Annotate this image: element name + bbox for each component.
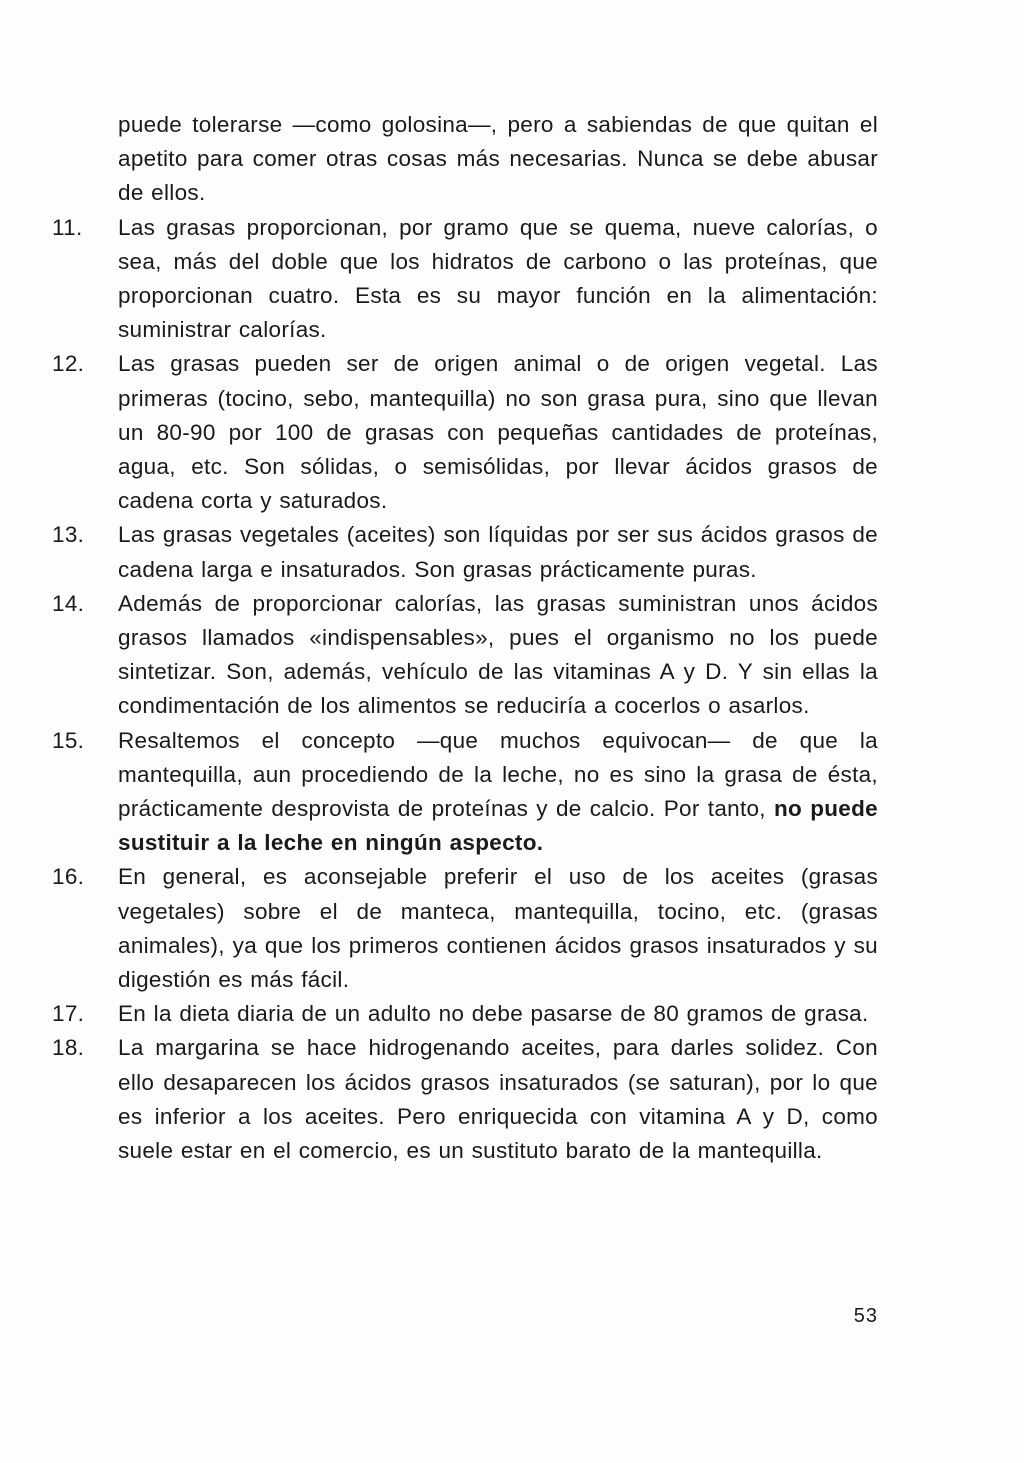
paragraph-14 (52, 587, 878, 724)
paragraph-11 (52, 211, 878, 348)
paragraph-number: 15. (52, 727, 85, 753)
page-number: 53 (853, 1305, 878, 1327)
paragraph-15 (52, 724, 878, 861)
paragraph-13 (52, 518, 878, 586)
paragraph-text: Las grasas proporcionan, por gramo que se quema, nueve calorías, o sea, más del doble que los hidratos de carbono o las proteínas, que proporcionan cuatro. Esta es su mayor función en la alimentación: suministrar calorías. (118, 214, 878, 343)
paragraph-continuation (52, 108, 878, 211)
paragraph-text: Las grasas vegetales (aceites) son líquidas por ser sus ácidos grasos de cadena larga e insaturados. Son grasas prácticamente puras. (118, 522, 878, 582)
paragraph-text: Además de proporcionar calorías, las grasas suministran unos ácidos grasos llamados «indispensables», pues el organismo no los puede sintetizar. Son, además, vehículo de las vitaminas A y D. Y sin ellas la condimentación de los alimentos se reduciría a cocerlos o asarlos. (118, 590, 878, 719)
paragraph-text: Resaltemos el concepto —que muchos equivocan— de que la mantequilla, aun procediendo de la leche, no es sino la grasa de ésta, prácticamente desprovista de proteínas y de calcio. Por tanto, (118, 727, 878, 822)
paragraph-bold-text: no puede sustituir a la leche en ningún aspecto. (118, 796, 878, 856)
paragraph-text: La margarina se hace hidrogenando aceites, para darles solidez. Con ello desaparecen los ácidos grasos insaturados (se saturan), por lo que es inferior a los aceites. Pero enriquecida con vitamina A y D, como suele estar en el comercio, es un sustituto barato de la mantequilla. (118, 1035, 878, 1164)
paragraph-number: 14. (52, 590, 85, 616)
paragraph-text: En general, es aconsejable preferir el uso de los aceites (grasas vegetales) sobre el de manteca, mantequilla, tocino, etc. (grasas animales), ya que los primeros contienen ácidos grasos insaturados y su digestión es más fácil. (118, 864, 878, 993)
paragraph-number: 11. (52, 214, 83, 240)
paragraph-text: puede tolerarse —como golosina—, pero a sabiendas de que quitan el apetito para comer otras cosas más necesarias. Nunca se debe abusar de ellos. (118, 112, 878, 206)
paragraph-number: 16. (52, 864, 85, 890)
paragraph-number: 18. (52, 1035, 85, 1061)
paragraph-number: 17. (52, 1001, 85, 1027)
paragraph-17 (52, 997, 878, 1031)
paragraph-16 (52, 860, 878, 997)
paragraph-number: 12. (52, 351, 85, 377)
paragraph-text-wrapper (118, 724, 878, 861)
paragraph-18 (52, 1031, 878, 1168)
paragraph-number (52, 108, 118, 211)
paragraph-number: 13. (52, 522, 85, 548)
body-text (52, 108, 878, 1168)
paragraph-12 (52, 347, 878, 518)
paragraph-text: Las grasas pueden ser de origen animal o de origen vegetal. Las primeras (tocino, sebo, mantequilla) no son grasa pura, sino que llevan un 80-90 por 100 de grasas con pequeñas cantidades de proteínas, agua, etc. Son sólidas, o semisólidas, por llevar ácidos grasos de cadena corta y saturados. (118, 351, 878, 514)
paragraph-text: En la dieta diaria de un adulto no debe pasarse de 80 gramos de grasa. (118, 1001, 869, 1027)
